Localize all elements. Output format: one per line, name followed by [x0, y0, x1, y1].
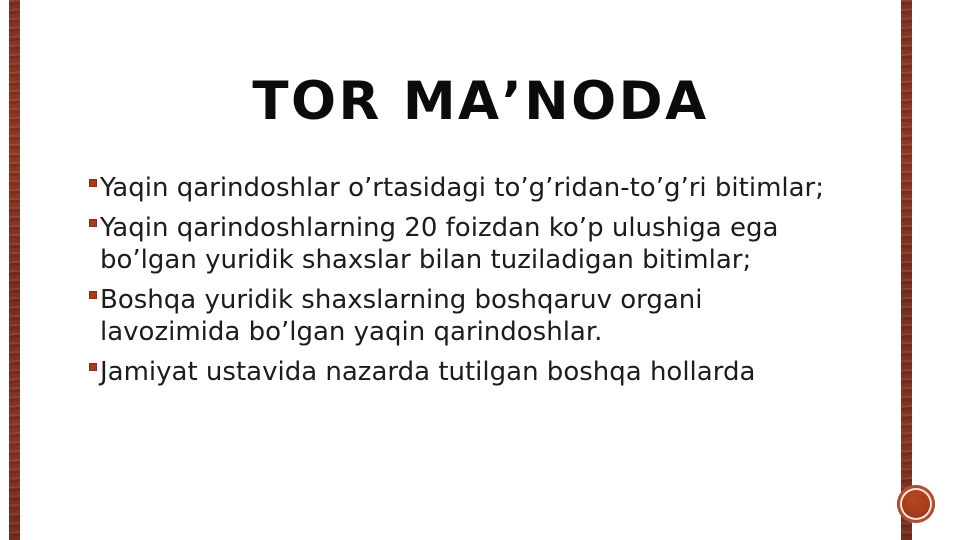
- bullet-square-icon: [89, 363, 97, 371]
- bullet-item: [89, 212, 841, 276]
- bullet-item: [89, 284, 841, 348]
- bullet-square-icon: [89, 219, 97, 227]
- bullet-text: Boshqa yuridik shaxslarning boshqaruv organi lavozimida boʼlgan yaqin qarindoshlar.: [100, 285, 703, 347]
- bullet-text: Yaqin qarindoshlarning 20 foizdan koʼp ulushiga ega boʼlgan yuridik shaxslar bilan tuziladigan bitimlar;: [100, 213, 779, 275]
- badge-circle-decoration: [897, 485, 935, 523]
- bullet-square-icon: [89, 179, 97, 187]
- bullet-list: [89, 172, 841, 396]
- bullet-text: Jamiyat ustavida nazarda tutilgan boshqa hollarda: [100, 357, 756, 387]
- bullet-text: Yaqin qarindoshlar oʼrtasidagi toʼgʼridan-toʼgʼri bitimlar;: [100, 173, 825, 203]
- bullet-item: [89, 172, 841, 204]
- bullet-square-icon: [89, 291, 97, 299]
- bullet-item: [89, 356, 841, 388]
- slide-title: TOR MAʼNODA: [252, 70, 709, 132]
